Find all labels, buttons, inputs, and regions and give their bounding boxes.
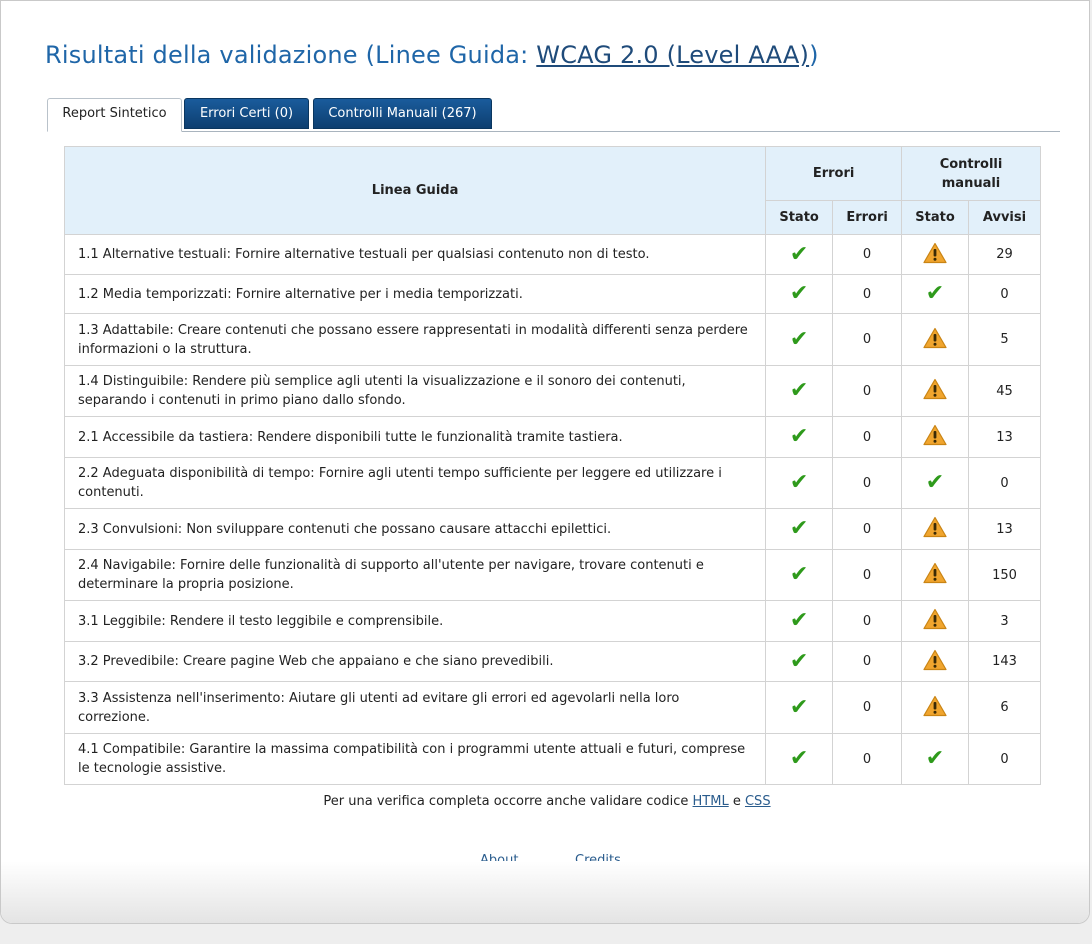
checkmark-icon: ✔ <box>925 746 945 771</box>
header-errors: Errori <box>833 201 902 235</box>
error-count: 0 <box>833 417 902 458</box>
error-count: 0 <box>833 509 902 550</box>
guideline-text: 3.2 Prevedibile: Creare pagine Web che appaiano e che siano prevedibili. <box>65 642 766 682</box>
warning-count: 150 <box>969 550 1041 601</box>
header-warnings: Avvisi <box>969 201 1041 235</box>
guideline-text: 3.1 Leggibile: Rendere il testo leggibile e comprensibile. <box>65 601 766 642</box>
wcag-level-link[interactable]: WCAG 2.0 (Level AAA) <box>536 41 810 69</box>
warning-count: 0 <box>969 734 1041 785</box>
checkmark-icon: ✔ <box>925 281 945 306</box>
table-row <box>65 314 1041 366</box>
tab-errori-certi[interactable]: Errori Certi (0) <box>184 98 309 129</box>
manual-status-cell <box>902 734 969 785</box>
guideline-text: 2.2 Adeguata disponibilità di tempo: Fornire agli utenti tempo sufficiente per leggere ed utilizzare i contenuti. <box>65 458 766 509</box>
guideline-text: 2.3 Convulsioni: Non sviluppare contenuti che possano causare attacchi epilettici. <box>65 509 766 550</box>
error-count: 0 <box>833 642 902 682</box>
table-row <box>65 642 1041 682</box>
manual-status-cell <box>902 550 969 601</box>
header-manual-group <box>902 147 1041 201</box>
results-body <box>65 235 1041 785</box>
warning-count: 0 <box>969 275 1041 314</box>
warning-triangle-icon <box>923 695 947 721</box>
guideline-text: 2.1 Accessibile da tastiera: Rendere disponibili tutte le funzionalità tramite tastiera. <box>65 417 766 458</box>
guideline-text: 4.1 Compatibile: Garantire la massima compatibilità con i programmi utente attuali e futuri, comprese le tecnologie assistive. <box>65 734 766 785</box>
validation-note <box>1 794 1090 809</box>
checkmark-icon: ✔ <box>789 281 809 306</box>
table-row <box>65 235 1041 275</box>
header-errors-group: Errori <box>766 147 902 201</box>
error-status-cell <box>766 417 833 458</box>
table-row <box>65 734 1041 785</box>
css-validator-link[interactable]: CSS <box>744 794 771 809</box>
warning-triangle-icon <box>923 516 947 542</box>
header-status: Stato <box>766 201 833 235</box>
checkmark-icon: ✔ <box>789 648 809 674</box>
warning-count: 0 <box>969 458 1041 509</box>
header-guideline: Linea Guida <box>65 147 766 235</box>
manual-status-cell <box>902 235 969 275</box>
guideline-text: 3.3 Assistenza nell'inserimento: Aiutare gli utenti ad evitare gli errori ed agevolarli nella loro correzione. <box>65 682 766 734</box>
note-prefix: Per una verifica completa occorre anche validare codice <box>323 794 693 809</box>
checkmark-icon: ✔ <box>789 378 809 403</box>
warning-triangle-icon <box>923 327 947 353</box>
warning-count: 13 <box>969 417 1041 458</box>
checkmark-icon: ✔ <box>789 424 809 449</box>
header-manual-status: Stato <box>902 201 969 235</box>
table-row <box>65 366 1041 417</box>
error-status-cell <box>766 642 833 682</box>
error-count: 0 <box>833 366 902 417</box>
table-row <box>65 509 1041 550</box>
page-title-prefix: Risultati della validazione (Linee Guida: <box>45 41 537 69</box>
checkmark-icon: ✔ <box>789 746 809 771</box>
manual-status-cell <box>902 458 969 509</box>
warning-count: 29 <box>969 235 1041 275</box>
table-row <box>65 417 1041 458</box>
tab-bar <box>47 98 1060 132</box>
warning-count: 3 <box>969 601 1041 642</box>
warning-count: 143 <box>969 642 1041 682</box>
panel-footer-shade <box>1 861 1089 923</box>
manual-status-cell <box>902 366 969 417</box>
checkmark-icon: ✔ <box>789 608 809 633</box>
manual-status-cell <box>902 509 969 550</box>
warning-count: 6 <box>969 682 1041 734</box>
manual-status-cell <box>902 642 969 682</box>
error-status-cell <box>766 366 833 417</box>
manual-status-cell <box>902 682 969 734</box>
error-status-cell <box>766 314 833 366</box>
warning-triangle-icon <box>923 649 947 675</box>
warning-triangle-icon <box>923 424 947 450</box>
tab-report-sintetico[interactable]: Report Sintetico <box>47 98 182 132</box>
error-count: 0 <box>833 275 902 314</box>
error-status-cell <box>766 601 833 642</box>
checkmark-icon: ✔ <box>789 516 809 541</box>
table-row <box>65 458 1041 509</box>
warning-count: 5 <box>969 314 1041 366</box>
results-table <box>64 146 1041 785</box>
error-status-cell <box>766 275 833 314</box>
warning-triangle-icon <box>923 608 947 634</box>
warning-count: 13 <box>969 509 1041 550</box>
error-count: 0 <box>833 458 902 509</box>
checkmark-icon: ✔ <box>789 562 809 587</box>
warning-count: 45 <box>969 366 1041 417</box>
checkmark-icon: ✔ <box>789 241 809 267</box>
page-title-suffix: ) <box>809 41 819 69</box>
page-title <box>45 41 819 69</box>
warning-triangle-icon <box>923 378 947 404</box>
error-status-cell <box>766 509 833 550</box>
table-row <box>65 601 1041 642</box>
checkmark-icon: ✔ <box>925 470 945 495</box>
error-count: 0 <box>833 734 902 785</box>
manual-status-cell <box>902 601 969 642</box>
guideline-text: 1.4 Distinguibile: Rendere più semplice agli utenti la visualizzazione e il sonoro dei contenuti, separando i contenuti in primo piano dallo sfondo. <box>65 366 766 417</box>
table-row <box>65 550 1041 601</box>
checkmark-icon: ✔ <box>789 326 809 352</box>
error-count: 0 <box>833 314 902 366</box>
html-validator-link[interactable]: HTML <box>692 794 729 809</box>
error-count: 0 <box>833 235 902 275</box>
tab-controlli-manuali[interactable]: Controlli Manuali (267) <box>313 98 492 129</box>
table-row <box>65 682 1041 734</box>
error-count: 0 <box>833 550 902 601</box>
checkmark-icon: ✔ <box>789 470 809 495</box>
error-status-cell <box>766 458 833 509</box>
guideline-text: 1.1 Alternative testuali: Fornire alternative testuali per qualsiasi contenuto non di testo. <box>65 235 766 275</box>
error-status-cell <box>766 682 833 734</box>
error-count: 0 <box>833 601 902 642</box>
manual-status-cell <box>902 314 969 366</box>
table-row <box>65 275 1041 314</box>
manual-status-cell <box>902 417 969 458</box>
guideline-text: 1.2 Media temporizzati: Fornire alternative per i media temporizzati. <box>65 275 766 314</box>
header-manual-group-label: Controlli manuali <box>939 156 1003 191</box>
guideline-text: 2.4 Navigabile: Fornire delle funzionalità di supporto all'utente per navigare, trovare contenuti e determinare la propria posizione. <box>65 550 766 601</box>
warning-triangle-icon <box>923 562 947 588</box>
error-status-cell <box>766 235 833 275</box>
note-middle: e <box>728 794 745 809</box>
checkmark-icon: ✔ <box>789 694 809 720</box>
manual-status-cell <box>902 275 969 314</box>
error-count: 0 <box>833 682 902 734</box>
error-status-cell <box>766 734 833 785</box>
guideline-text: 1.3 Adattabile: Creare contenuti che possano essere rappresentati in modalità differenti senza perdere informazioni o la struttura. <box>65 314 766 366</box>
error-status-cell <box>766 550 833 601</box>
warning-triangle-icon <box>923 242 947 268</box>
